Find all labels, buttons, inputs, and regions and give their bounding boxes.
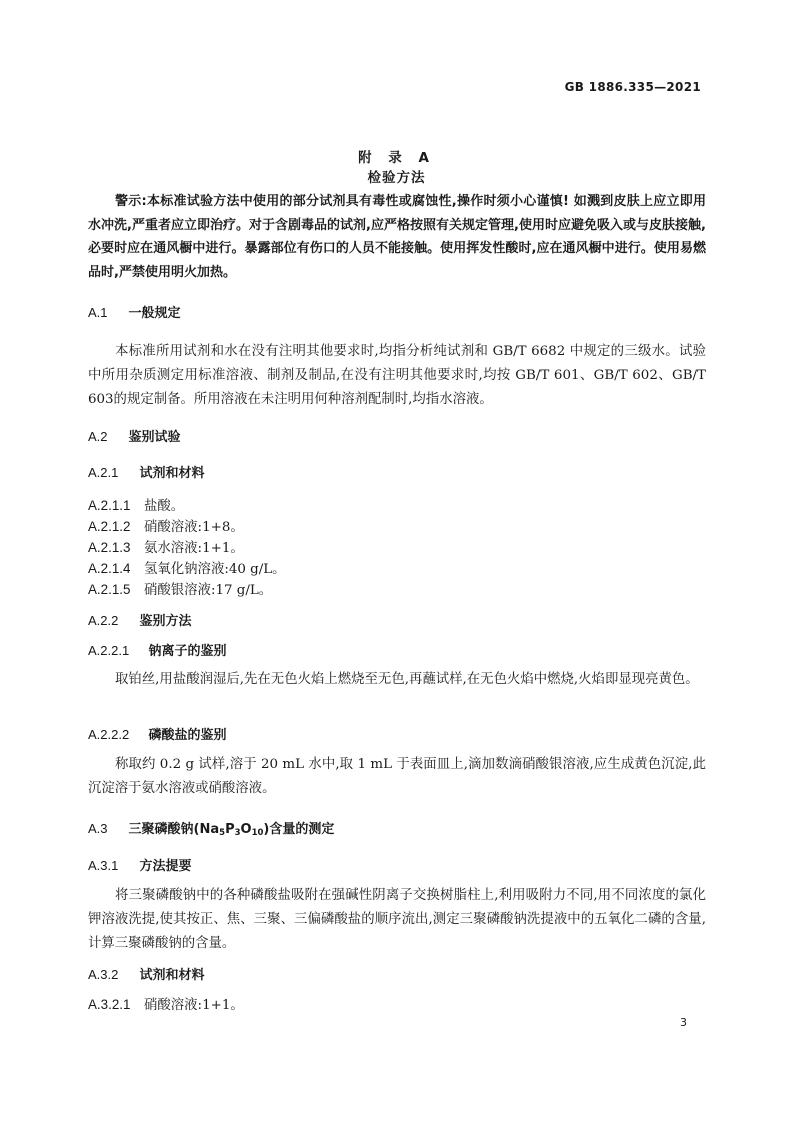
section-a3-heading xyxy=(88,818,334,838)
item-text: 盐酸。 xyxy=(144,499,185,514)
section-a221-heading xyxy=(88,640,227,659)
section-a1-text: 本标准所用试剂和水在没有注明其他要求时,均指分析纯试剂和 GB/T 6682 中规定的三级水。试验中所用杂质测定用标准溶液、制剂及制品,在没有注明其他要求时,均按 GB/T 601、GB/T 602、GB/T 603的规定制备。所用溶液在未注明用何种溶剂配制时,均指水溶液。 xyxy=(88,344,706,407)
section-title: 方法提要 xyxy=(139,859,192,874)
list-item xyxy=(88,558,286,577)
section-number: A.1 xyxy=(88,305,108,320)
section-a22-heading xyxy=(88,610,192,629)
section-a222-text: 称取约 0.2 g 试样,溶于 20 mL 水中,取 1 mL 于表面皿上,滴加数滴硝酸银溶液,应生成黄色沉淀,此沉淀溶于氨水溶液或硝酸溶液。 xyxy=(88,757,706,796)
list-item xyxy=(88,579,272,598)
section-a32-heading xyxy=(88,964,205,983)
section-number: A.3.2 xyxy=(88,967,119,982)
section-a31-heading xyxy=(88,855,192,874)
page-number: 3 xyxy=(680,1016,687,1029)
section-number: A.2.2.1 xyxy=(88,643,130,658)
item-text: 硝酸银溶液:17 g/L。 xyxy=(144,583,273,598)
standard-id-header: GB 1886.335—2021 xyxy=(564,80,701,94)
item-text: 硝酸溶液:1+1。 xyxy=(144,998,244,1013)
section-number: A.2.2.2 xyxy=(88,727,130,742)
item-text: 硝酸溶液:1+8。 xyxy=(144,520,244,535)
item-text: 氨水溶液:1+1。 xyxy=(144,541,244,556)
section-a31-text: 将三聚磷酸钠中的各种磷酸盐吸附在强碱性阴离子交换树脂柱上,利用吸附力不同,用不同浓度的氯化钾溶液洗提,使其按正、焦、三聚、三偏磷酸盐的顺序流出,测定三聚磷酸钠洗提液中的五氧化二磷的含量,计算三聚磷酸钠的含量。 xyxy=(88,888,706,951)
section-a1-heading xyxy=(88,302,181,321)
section-a2-heading xyxy=(88,426,181,445)
section-title: 磷酸盐的鉴别 xyxy=(148,728,227,743)
section-number: A.3 xyxy=(88,821,108,836)
section-number: A.2 xyxy=(88,429,108,444)
list-item xyxy=(88,994,244,1013)
section-title: 试剂和材料 xyxy=(139,968,205,983)
appendix-title: 附 录 A xyxy=(358,150,435,166)
safety-warning: 警示:本标准试验方法中使用的部分试剂具有毒性或腐蚀性,操作时须小心谨慎! 如溅到皮肤上应立即用水冲洗,严重者应立即治疗。对于含剧毒品的试剂,应严格按照有关规定管理,使用时应避免吸入或与皮肤接触,必要时应在通风橱中进行。暴露部位有伤口的人员不能接触。使用挥发性酸时,应在通风橱中进行。使用易燃品时,严禁使用明火加热。 xyxy=(88,194,706,280)
list-item xyxy=(88,495,184,514)
section-title-suffix: )含量的测定 xyxy=(263,822,335,837)
item-number: A.2.1.2 xyxy=(88,519,131,534)
section-title: 一般规定 xyxy=(128,306,181,321)
item-number: A.2.1.4 xyxy=(88,561,131,576)
section-a221-text: 取铂丝,用盐酸润湿后,先在无色火焰上燃烧至无色,再蘸试样,在无色火焰中燃烧,火焰即显现亮黄色。 xyxy=(115,672,699,687)
item-number: A.3.2.1 xyxy=(88,997,131,1012)
list-item xyxy=(88,516,244,535)
section-title: 鉴别方法 xyxy=(139,614,192,629)
item-number: A.2.1.5 xyxy=(88,582,131,597)
section-number: A.2.2 xyxy=(88,613,119,628)
item-number: A.2.1.1 xyxy=(88,498,131,513)
section-title: 鉴别试验 xyxy=(128,430,181,445)
section-title-prefix: 三聚磷酸钠( xyxy=(128,822,200,837)
section-title: 试剂和材料 xyxy=(139,466,205,481)
section-a21-heading xyxy=(88,462,205,481)
section-title: 钠离子的鉴别 xyxy=(148,644,227,659)
chemical-formula: $Na_5P_3O_{10}$ xyxy=(199,822,264,838)
item-text: 氢氧化钠溶液:40 g/L。 xyxy=(144,562,286,577)
section-a222-heading xyxy=(88,724,227,743)
list-item xyxy=(88,537,244,556)
appendix-subtitle: 检验方法 xyxy=(367,170,426,186)
item-number: A.2.1.3 xyxy=(88,540,131,555)
section-number: A.3.1 xyxy=(88,858,119,873)
section-number: A.2.1 xyxy=(88,465,119,480)
